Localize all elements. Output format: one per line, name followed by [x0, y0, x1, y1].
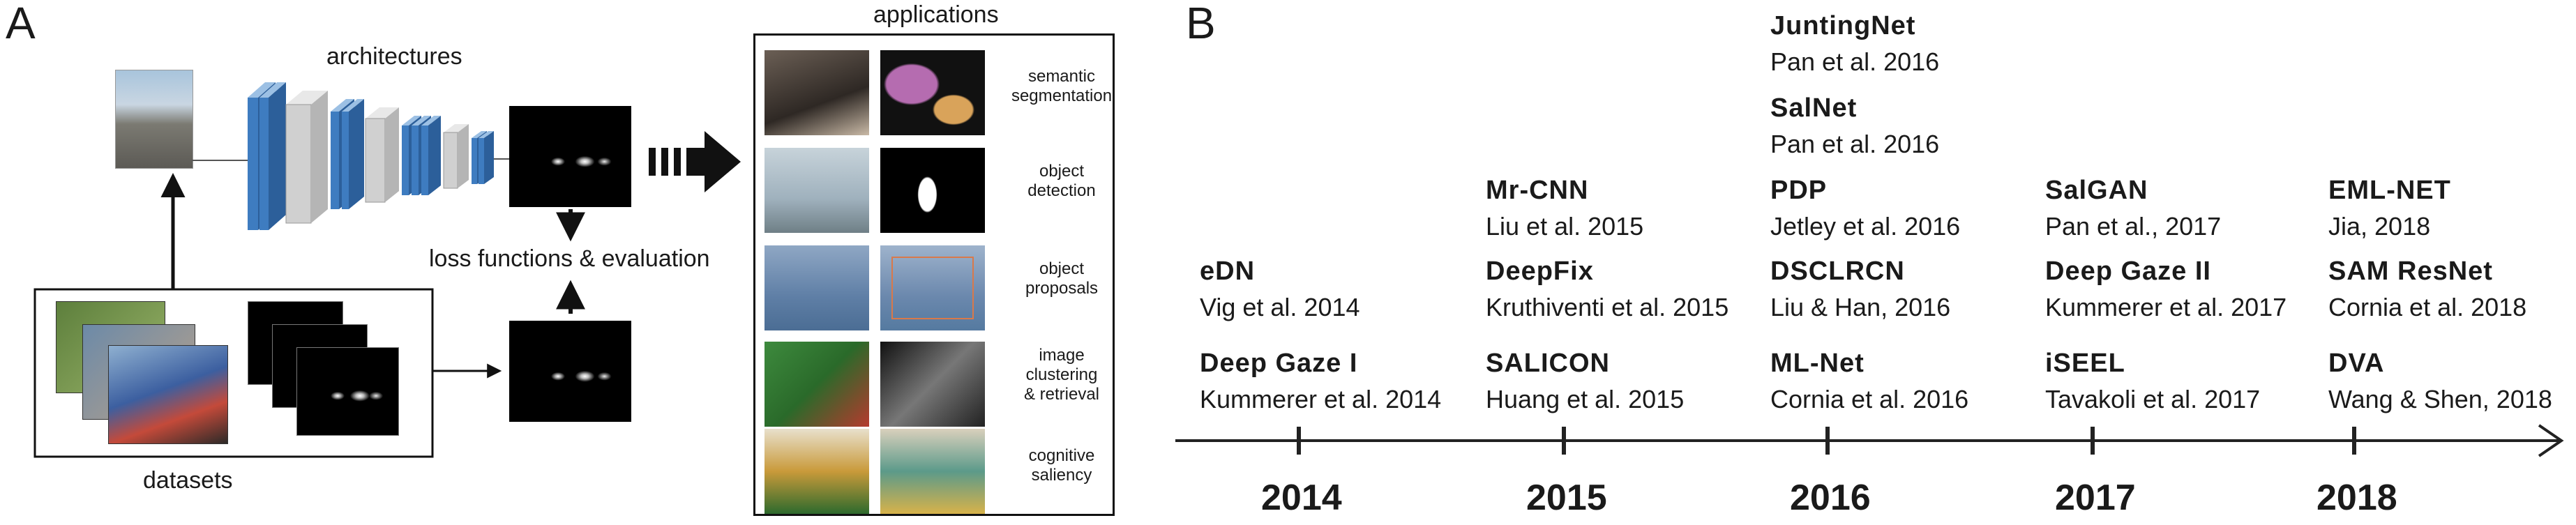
model-ref: Kummerer et al. 2014	[1200, 385, 1442, 413]
model-name: EML-NET	[2328, 176, 2451, 205]
model-name: JuntingNet	[1770, 11, 1916, 40]
year-2015: 2015	[1526, 478, 1607, 518]
model-name: SalNet	[1770, 93, 1858, 123]
model-ref: Kruthiventi et al. 2015	[1486, 293, 1729, 321]
model-name: PDP	[1770, 176, 1828, 205]
model-name: Deep Gaze II	[2045, 257, 2211, 286]
model-ref: Tavakoli et al. 2017	[2045, 385, 2261, 413]
model-ref: Huang et al. 2015	[1486, 385, 1685, 413]
model-ref: Pan et al., 2017	[2045, 212, 2222, 241]
model-name: DeepFix	[1486, 257, 1594, 286]
model-ref: Kummerer et al. 2017	[2045, 293, 2287, 321]
model-ref: Jia, 2018	[2328, 212, 2431, 241]
model-name: DVA	[2328, 349, 2385, 378]
year-2017: 2017	[2055, 478, 2136, 518]
app-label-segmentation: semantic segmentation	[1011, 67, 1113, 105]
model-ref: Cornia et al. 2016	[1770, 385, 1969, 413]
model-ref: Pan et al. 2016	[1770, 130, 1940, 158]
app-label-proposals: object proposals	[1025, 259, 1099, 298]
year-2014: 2014	[1261, 478, 1342, 518]
datasets-label: datasets	[143, 467, 233, 494]
model-ref: Jetley et al. 2016	[1770, 212, 1961, 241]
model-name: Deep Gaze I	[1200, 349, 1358, 378]
model-name: Mr-CNN	[1486, 176, 1589, 205]
model-ref: Vig et al. 2014	[1200, 293, 1360, 321]
model-name: iSEEL	[2045, 349, 2125, 378]
architectures-label: architectures	[326, 43, 462, 70]
app-label-clustering: image clustering & retrieval	[1023, 346, 1100, 404]
applications-title: applications	[873, 1, 999, 28]
model-name: ML-Net	[1770, 349, 1865, 378]
panel-a-label: A	[6, 0, 36, 48]
model-ref: Liu et al. 2015	[1486, 212, 1644, 241]
model-ref: Liu & Han, 2016	[1770, 293, 1951, 321]
model-ref: Wang & Shen, 2018	[2328, 385, 2552, 413]
loss-functions-label: loss functions & evaluation	[429, 245, 710, 272]
model-name: SAM ResNet	[2328, 257, 2493, 286]
model-ref: Cornia et al. 2018	[2328, 293, 2527, 321]
panel-b-label: B	[1186, 0, 1216, 48]
model-name: eDN	[1200, 257, 1256, 286]
app-label-detection: object detection	[1027, 162, 1096, 200]
model-name: SALICON	[1486, 349, 1610, 378]
model-ref: Pan et al. 2016	[1770, 47, 1940, 76]
year-2016: 2016	[1790, 478, 1871, 518]
model-name: DSCLRCN	[1770, 257, 1905, 286]
app-label-cognitive: cognitive saliency	[1028, 446, 1095, 485]
year-2018: 2018	[2317, 478, 2397, 518]
model-name: SalGAN	[2045, 176, 2148, 205]
